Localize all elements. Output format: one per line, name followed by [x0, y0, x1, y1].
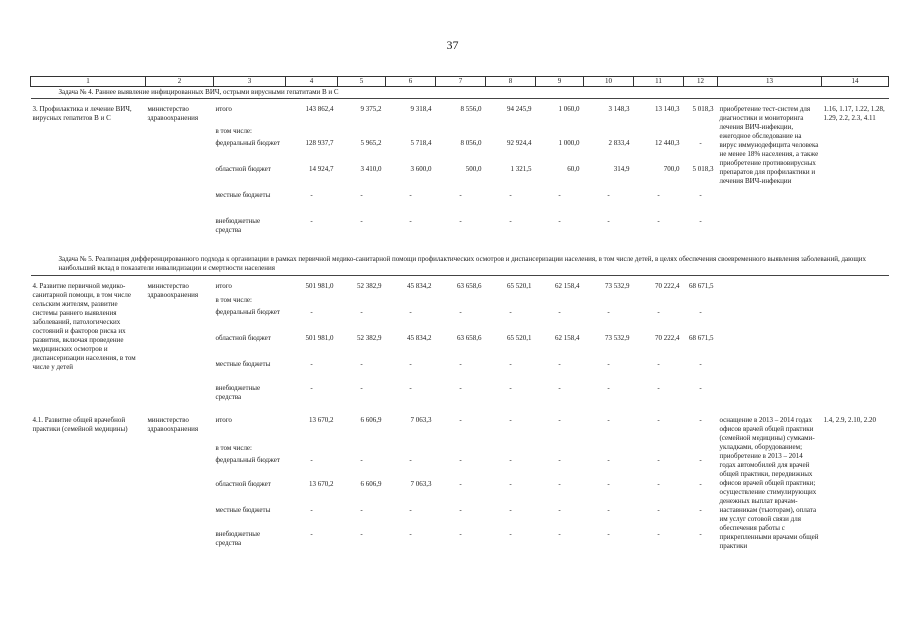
- amount-cell: 8 556,0: [460, 105, 482, 113]
- amount-cell: [536, 444, 584, 456]
- amount-cell: 5 965,2: [360, 139, 382, 147]
- amount-cell: [634, 296, 684, 308]
- amount-cell: 9 375,2: [360, 105, 382, 113]
- task-title: Задача № 4. Раннее выявление инфицированных ВИЧ, острыми вирусными гепатитами В и С: [31, 87, 889, 99]
- amount-cell: -: [699, 308, 702, 317]
- funding-source: в том числе:: [215, 127, 252, 135]
- amount-cell: -: [699, 384, 702, 393]
- column-header: 14: [822, 77, 889, 87]
- amount-cell: -: [607, 308, 610, 317]
- funding-source: внебюджетные средства: [215, 530, 261, 548]
- table-body: [31, 77, 889, 565]
- measure-executor: министерство здравоохранения: [147, 416, 199, 434]
- amount-cell: [584, 127, 634, 139]
- amount-cell: [386, 127, 436, 139]
- amount-cell: 70 222,4: [655, 334, 680, 343]
- amount-cell: 7 063,3: [410, 416, 432, 425]
- amount-cell: -: [509, 456, 512, 465]
- amount-cell: -: [310, 506, 313, 515]
- amount-cell: -: [558, 416, 561, 425]
- amount-cell: -: [558, 217, 561, 225]
- amount-cell: -: [360, 217, 363, 225]
- amount-cell: -: [459, 456, 462, 465]
- amount-cell: -: [459, 191, 462, 199]
- amount-cell: -: [558, 506, 561, 515]
- amount-cell: [486, 127, 536, 139]
- amount-cell: [386, 444, 436, 456]
- amount-cell: 7 063,3: [410, 480, 432, 489]
- amount-cell: -: [459, 506, 462, 515]
- amount-cell: 62 158,4: [555, 334, 580, 343]
- amount-cell: 70 222,4: [655, 282, 680, 291]
- amount-cell: 62 158,4: [555, 282, 580, 291]
- funding-source: областной бюджет: [215, 334, 271, 343]
- amount-cell: 2 833,4: [608, 139, 630, 147]
- column-header: 6: [386, 77, 436, 87]
- amount-cell: 12 440,3: [655, 139, 680, 147]
- amount-cell: -: [699, 217, 702, 225]
- indicator-codes: 1.16, 1.17, 1.22, 1.28, 1.29, 2.2, 2.3, 4.11: [823, 105, 885, 122]
- task-title: Задача № 5. Реализация дифференцированного подхода к организации в рамках первичной медико-санитарной помощи профилактических осмотров и диспансеризации населения, в том числе детей, в целях обеспечения своевременного выявления заболеваний, дающих наибольший вклад в показатели инвалидизации и смертности населения: [31, 247, 889, 276]
- amount-cell: -: [409, 308, 412, 317]
- amount-cell: -: [607, 456, 610, 465]
- column-header: 5: [338, 77, 386, 87]
- measure-executor: министерство здравоохранения: [147, 282, 199, 300]
- expected-result: [718, 282, 822, 410]
- amount-cell: -: [657, 456, 660, 465]
- funding-source: местные бюджеты: [215, 506, 271, 515]
- amount-cell: -: [558, 384, 561, 393]
- amount-cell: 73 532,9: [605, 334, 630, 343]
- amount-cell: [584, 296, 634, 308]
- amount-cell: -: [657, 506, 660, 515]
- funding-source: федеральный бюджет: [215, 139, 280, 147]
- column-header: 7: [436, 77, 486, 87]
- funding-source: внебюджетные средства: [215, 384, 261, 402]
- amount-cell: -: [607, 506, 610, 515]
- amount-cell: 65 520,1: [507, 282, 532, 291]
- amount-cell: -: [509, 308, 512, 317]
- amount-cell: 700,0: [663, 165, 680, 173]
- amount-cell: [338, 444, 386, 456]
- amount-cell: [338, 296, 386, 308]
- amount-cell: -: [409, 384, 412, 393]
- column-header-row: [31, 77, 889, 87]
- measure-row: [31, 105, 889, 127]
- funding-source: итого: [215, 105, 232, 113]
- amount-cell: 143 862,4: [305, 105, 334, 113]
- amount-cell: [634, 444, 684, 456]
- amount-cell: 13 140,3: [655, 105, 680, 113]
- program-table-frame: [30, 76, 888, 564]
- amount-cell: 5 018,3: [692, 105, 714, 113]
- amount-cell: -: [657, 360, 660, 369]
- amount-cell: -: [459, 384, 462, 393]
- amount-cell: -: [657, 384, 660, 393]
- amount-cell: 6 606,9: [360, 480, 382, 489]
- amount-cell: [634, 127, 684, 139]
- amount-cell: -: [409, 191, 412, 199]
- amount-cell: [486, 296, 536, 308]
- amount-cell: -: [360, 308, 363, 317]
- amount-cell: -: [607, 384, 610, 393]
- funding-source: федеральный бюджет: [215, 456, 280, 465]
- column-header: 4: [286, 77, 338, 87]
- amount-cell: 68 671,5: [689, 282, 714, 291]
- amount-cell: -: [310, 360, 313, 369]
- expected-result: приобретение тест-систем для диагностики и мониторинга лечения ВИЧ-инфекции, ежегодное обследование на вирус иммунодефицита человека не менее 18% населения, а также приобретение противовирусных препаратов для профилактики и лечения ВИЧ-инфекции: [719, 105, 819, 185]
- amount-cell: [338, 127, 386, 139]
- indicator-codes: [822, 282, 889, 410]
- amount-cell: [436, 444, 486, 456]
- amount-cell: -: [459, 360, 462, 369]
- page-number: 37: [446, 38, 459, 52]
- amount-cell: 1 321,5: [510, 165, 532, 173]
- amount-cell: -: [409, 217, 412, 225]
- amount-cell: -: [459, 308, 462, 317]
- amount-cell: -: [310, 384, 313, 393]
- amount-cell: -: [699, 360, 702, 369]
- amount-cell: [684, 296, 718, 308]
- amount-cell: -: [360, 530, 363, 539]
- measure-name: 3. Профилактика и лечение ВИЧ, вирусных гепатитов В и С: [32, 105, 132, 122]
- amount-cell: -: [607, 360, 610, 369]
- amount-cell: -: [558, 191, 561, 199]
- amount-cell: -: [459, 217, 462, 225]
- amount-cell: -: [409, 456, 412, 465]
- funding-source: федеральный бюджет: [215, 308, 280, 317]
- amount-cell: 3 410,0: [360, 165, 382, 173]
- amount-cell: 13 670,2: [309, 416, 334, 425]
- column-header: 10: [584, 77, 634, 87]
- amount-cell: -: [657, 308, 660, 317]
- amount-cell: -: [310, 456, 313, 465]
- amount-cell: [536, 127, 584, 139]
- measure-row: [31, 282, 889, 296]
- amount-cell: -: [360, 506, 363, 515]
- amount-cell: 68 671,5: [689, 334, 714, 343]
- amount-cell: 13 670,2: [309, 480, 334, 489]
- amount-cell: 52 382,9: [357, 282, 382, 291]
- amount-cell: -: [558, 456, 561, 465]
- amount-cell: -: [699, 191, 702, 199]
- amount-cell: -: [509, 480, 512, 489]
- column-header: 1: [31, 77, 146, 87]
- amount-cell: [286, 127, 338, 139]
- amount-cell: -: [310, 308, 313, 317]
- amount-cell: -: [699, 416, 702, 425]
- amount-cell: 1 000,0: [558, 139, 580, 147]
- amount-cell: -: [607, 480, 610, 489]
- amount-cell: -: [409, 360, 412, 369]
- task-row: [31, 87, 889, 99]
- amount-cell: 314,9: [613, 165, 630, 173]
- amount-cell: 8 056,0: [460, 139, 482, 147]
- amount-cell: 501 981,0: [305, 282, 334, 291]
- task-row: [31, 247, 889, 276]
- measure-name: 4.1. Развитие общей врачебной практики (семейной медицины): [32, 416, 128, 434]
- amount-cell: -: [360, 191, 363, 199]
- column-header: 12: [684, 77, 718, 87]
- amount-cell: -: [558, 480, 561, 489]
- column-header: 11: [634, 77, 684, 87]
- amount-cell: 5 718,4: [410, 139, 432, 147]
- amount-cell: -: [360, 360, 363, 369]
- amount-cell: -: [657, 480, 660, 489]
- funding-source: внебюджетные средства: [215, 217, 261, 234]
- amount-cell: -: [699, 139, 702, 147]
- amount-cell: 501 981,0: [305, 334, 334, 343]
- amount-cell: [386, 296, 436, 308]
- amount-cell: 45 834,2: [407, 334, 432, 343]
- column-header: 9: [536, 77, 584, 87]
- amount-cell: [684, 127, 718, 139]
- amount-cell: -: [607, 530, 610, 539]
- amount-cell: -: [509, 360, 512, 369]
- amount-cell: [684, 444, 718, 456]
- indicator-codes: 1.4, 2.9, 2.10, 2.20: [823, 416, 876, 425]
- amount-cell: -: [558, 308, 561, 317]
- amount-cell: -: [459, 416, 462, 425]
- amount-cell: -: [509, 416, 512, 425]
- amount-cell: -: [607, 191, 610, 199]
- funding-source: итого: [215, 282, 232, 291]
- amount-cell: -: [310, 530, 313, 539]
- amount-cell: 94 245,9: [507, 105, 532, 113]
- amount-cell: 6 606,9: [360, 416, 382, 425]
- amount-cell: -: [657, 217, 660, 225]
- amount-cell: [536, 296, 584, 308]
- amount-cell: -: [409, 530, 412, 539]
- amount-cell: -: [409, 506, 412, 515]
- amount-cell: 73 532,9: [605, 282, 630, 291]
- amount-cell: [584, 444, 634, 456]
- funding-source: в том числе:: [215, 296, 252, 305]
- funding-source: областной бюджет: [215, 480, 271, 489]
- amount-cell: -: [310, 217, 313, 225]
- amount-cell: 5 018,3: [692, 165, 714, 173]
- amount-cell: [436, 296, 486, 308]
- amount-cell: 60,0: [567, 165, 580, 173]
- amount-cell: -: [607, 217, 610, 225]
- amount-cell: 52 382,9: [357, 334, 382, 343]
- amount-cell: -: [459, 480, 462, 489]
- amount-cell: -: [699, 480, 702, 489]
- amount-cell: -: [699, 506, 702, 515]
- amount-cell: 63 658,6: [457, 334, 482, 343]
- amount-cell: -: [657, 191, 660, 199]
- funding-source: в том числе:: [215, 444, 252, 453]
- amount-cell: -: [699, 530, 702, 539]
- amount-cell: [286, 296, 338, 308]
- amount-cell: -: [509, 530, 512, 539]
- amount-cell: 14 924,7: [309, 165, 334, 173]
- amount-cell: 92 924,4: [507, 139, 532, 147]
- amount-cell: [486, 444, 536, 456]
- column-header: 3: [214, 77, 286, 87]
- column-header: 2: [146, 77, 214, 87]
- amount-cell: -: [607, 416, 610, 425]
- funding-source: итого: [215, 416, 232, 425]
- amount-cell: -: [509, 217, 512, 225]
- amount-cell: 45 834,2: [407, 282, 432, 291]
- measure-executor: министерство здравоохранения: [147, 105, 199, 122]
- amount-cell: 9 318,4: [410, 105, 432, 113]
- amount-cell: -: [558, 530, 561, 539]
- amount-cell: -: [509, 384, 512, 393]
- amount-cell: [436, 127, 486, 139]
- amount-cell: 63 658,6: [457, 282, 482, 291]
- amount-cell: 128 937,7: [305, 139, 334, 147]
- amount-cell: [286, 444, 338, 456]
- column-header: 8: [486, 77, 536, 87]
- amount-cell: -: [509, 506, 512, 515]
- amount-cell: -: [509, 191, 512, 199]
- amount-cell: 500,0: [465, 165, 482, 173]
- amount-cell: -: [699, 456, 702, 465]
- amount-cell: -: [657, 416, 660, 425]
- amount-cell: 65 520,1: [507, 334, 532, 343]
- column-header: 13: [718, 77, 822, 87]
- amount-cell: 3 148,3: [608, 105, 630, 113]
- amount-cell: -: [558, 360, 561, 369]
- program-table: [30, 76, 889, 564]
- funding-source: местные бюджеты: [215, 360, 271, 369]
- amount-cell: -: [360, 384, 363, 393]
- amount-cell: 3 600,0: [410, 165, 432, 173]
- amount-cell: -: [360, 456, 363, 465]
- funding-source: местные бюджеты: [215, 191, 271, 199]
- amount-cell: -: [459, 530, 462, 539]
- measure-name: 4. Развитие первичной медико-санитарной помощи, в том числе сельским жителям, развитие системы раннего выявления заболеваний, патологических состояний и факторов риска их развития, включая проведение медицинских осмотров и диспансеризации населения, в том числе у детей: [32, 282, 136, 371]
- amount-cell: 1 060,0: [558, 105, 580, 113]
- funding-source: областной бюджет: [215, 165, 271, 173]
- measure-row: [31, 416, 889, 444]
- amount-cell: -: [310, 191, 313, 199]
- expected-result: оснащение в 2013 – 2014 годах офисов врачей общей практики (семейной медицины) сумками-укладками, оборудованием; приобретение в 2013 – 2014 годах автомобилей для врачей общей практики, передвижных офисов врачей общей практики; осуществление стимулирующих денежных выплат врачам-наставникам (тьюторам), оплата им услуг сотовой связи для обеспечения работы с прикрепленными врачами общей практики: [719, 416, 819, 550]
- amount-cell: -: [657, 530, 660, 539]
